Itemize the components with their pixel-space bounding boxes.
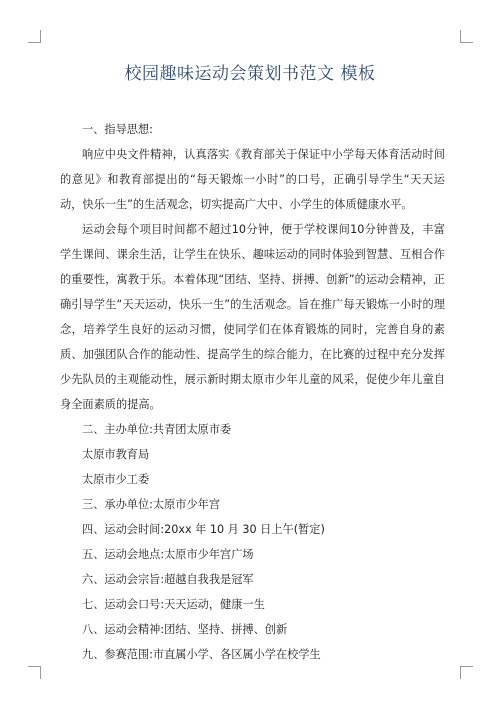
corner-mark-bottom-right xyxy=(460,666,473,679)
section-3: 三、承办单位:太原市少年宫 xyxy=(82,498,221,511)
document-title: 校园趣味运动会策划书范文 模板 xyxy=(124,64,376,84)
section-6: 六、运动会宗旨:超越自我我是冠军 xyxy=(82,573,254,586)
section-1-heading: 一、指导思想: xyxy=(82,123,153,136)
section-9: 九、参赛范围:市直属小学、各区属小学在校学生 xyxy=(82,648,321,661)
paragraph-2: 运动会每个项目时间都不超过10分钟，便于学校课间10分钟普及，丰富学生课间、课余生活，让学生在快乐、趣味运动的同时体验到智慧、互相合作的重要性，寓教于乐。本着体现“团结、坚持、拼搏、创新”的运动会精神，正确引导学生“天天运动，快乐一生”的生活观念。旨在推广每天锻炼一小时的理念，培养学生良好的运动习惯，使同学们在体育锻炼的同时，完善自身的素质、加强团队合作的能动性、提高学生的综合能力，在比赛的过程中充分发挥少先队员的主观能动性，展示新时期太原市少年儿童的风采，促使少年儿童自身全面素质的提高。 xyxy=(60,223,445,411)
section-8: 八、运动会精神:团结、坚持、拼搏、创新 xyxy=(82,623,288,636)
paragraph-1: 响应中央文件精神，认真落实《教育部关于保证中小学每天体育活动时间的意见》和教育部提出的“每天锻炼一小时”的口号，正确引导学生“天天运动，快乐一生”的生活观念，切实提高广大中、小学生的体质健康水平。 xyxy=(60,148,445,211)
section-7: 七、运动会口号:天天运动，健康一生 xyxy=(82,598,265,611)
corner-mark-top-left xyxy=(28,30,41,43)
document-body xyxy=(60,117,445,667)
section-2-heading: 二、主办单位:共青团太原市委 xyxy=(82,423,232,436)
corner-mark-bottom-left xyxy=(28,666,41,679)
section-4: 四、运动会时间:20xx 年 10 月 30 日上午(暂定) xyxy=(82,523,325,536)
section-5: 五、运动会地点:太原市少年宫广场 xyxy=(82,548,254,561)
section-2-organizer-3: 太原市少工委 xyxy=(82,473,150,486)
section-2-organizer-2: 太原市教育局 xyxy=(82,448,150,461)
corner-mark-top-right xyxy=(460,30,473,43)
